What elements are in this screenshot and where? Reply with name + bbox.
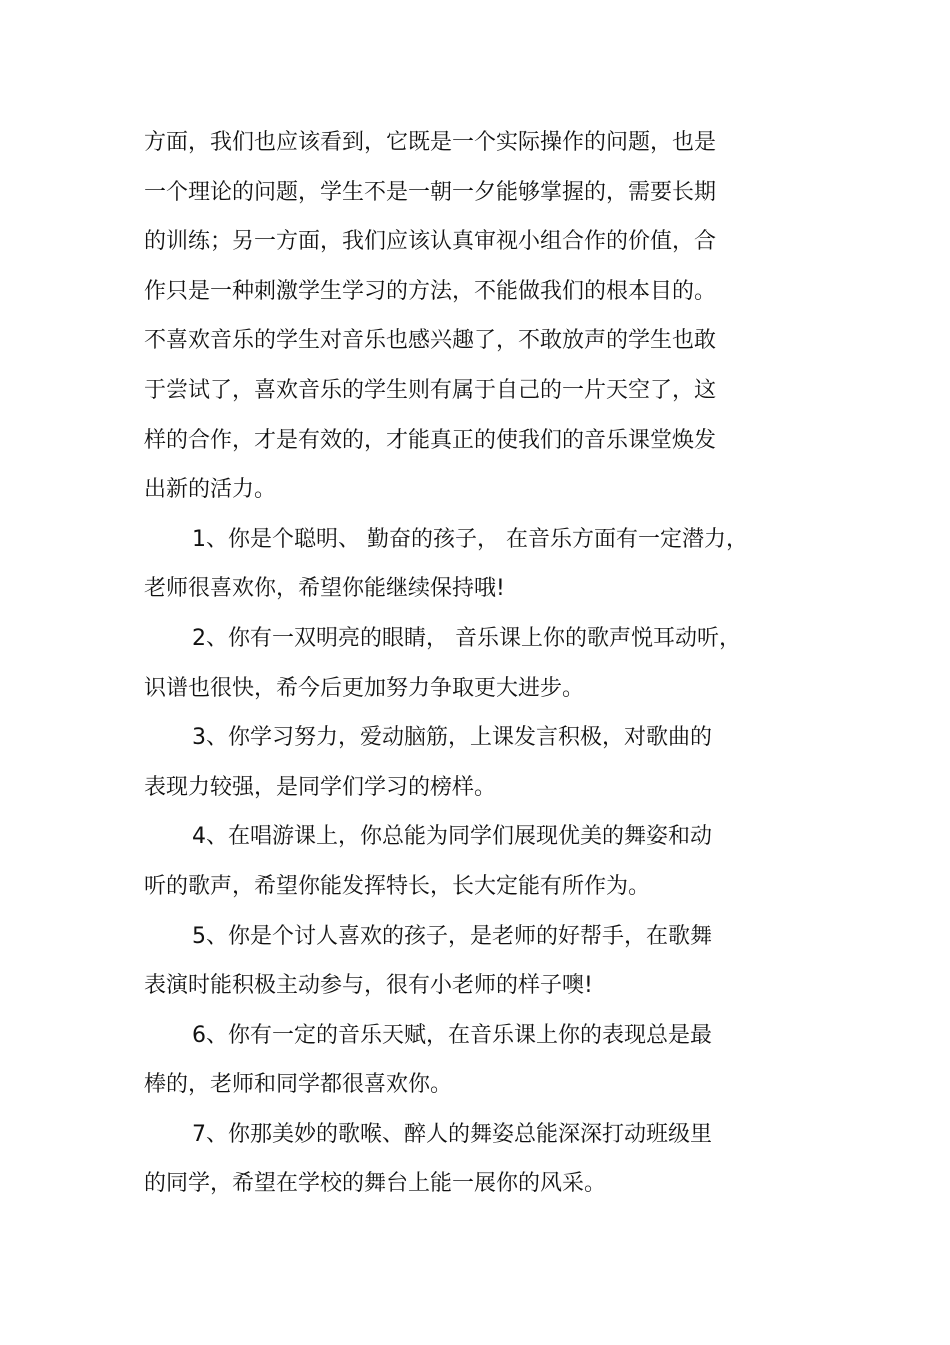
comment-item-2-line-1: 2、你有一双明亮的眼睛， 音乐课上你的歌声悦耳动听， <box>192 625 741 651</box>
comment-item-6-line-2: 棒的，老师和同学都很喜欢你。 <box>144 1072 453 1098</box>
comment-item-1-line-2: 老师很喜欢你，希望你能继续保持哦! <box>144 576 505 602</box>
comment-item-1-line-1: 1、你是个聪明、 勤奋的孩子， 在音乐方面有一定潜力， <box>192 526 748 552</box>
paragraph-line: 方面，我们也应该看到，它既是一个实际操作的问题，也是 <box>144 130 717 155</box>
comment-item-3-line-1: 3、你学习努力，爱动脑筋，上课发言积极，对歌曲的 <box>192 725 712 751</box>
comment-item-5-line-2: 表演时能积极主动参与，很有小老师的样子噢! <box>144 973 593 999</box>
paragraph-line: 样的合作，才是有效的，才能真正的使我们的音乐课堂焕发 <box>144 427 717 453</box>
paragraph-line: 于尝试了，喜欢音乐的学生则有属于自己的一片天空了，这 <box>144 377 717 403</box>
paragraph-line: 出新的活力。 <box>144 477 277 503</box>
paragraph-line: 作只是一种刺激学生学习的方法，不能做我们的根本目的。 <box>144 278 717 304</box>
comment-item-2-line-2: 识谱也很快，希今后更加努力争取更大进步。 <box>144 675 585 701</box>
comment-item-6-line-1: 6、你有一定的音乐天赋，在音乐课上你的表现总是最 <box>192 1022 712 1048</box>
comment-item-4-line-2: 听的歌声，希望你能发挥特长，长大定能有所作为。 <box>144 873 651 899</box>
paragraph-line: 一个理论的问题，学生不是一朝一夕能够掌握的，需要长期 <box>144 179 717 205</box>
comment-item-5-line-1: 5、你是个讨人喜欢的孩子，是老师的好帮手，在歌舞 <box>192 923 712 949</box>
comment-item-4-line-1: 4、在唱游课上，你总能为同学们展现优美的舞姿和动 <box>192 824 712 850</box>
comment-item-7-line-2: 的同学，希望在学校的舞台上能一展你的风采。 <box>144 1171 607 1197</box>
document-body <box>144 118 784 1209</box>
paragraph-line: 的训练；另一方面，我们应该认真审视小组合作的价值，合 <box>144 229 717 255</box>
comment-item-7-line-1: 7、你那美妙的歌喉、醉人的舞姿总能深深打动班级里 <box>192 1121 712 1147</box>
paragraph-line: 不喜欢音乐的学生对音乐也感兴趣了，不敢放声的学生也敢 <box>144 328 717 354</box>
comment-item-3-line-2: 表现力较强，是同学们学习的榜样。 <box>144 774 497 800</box>
